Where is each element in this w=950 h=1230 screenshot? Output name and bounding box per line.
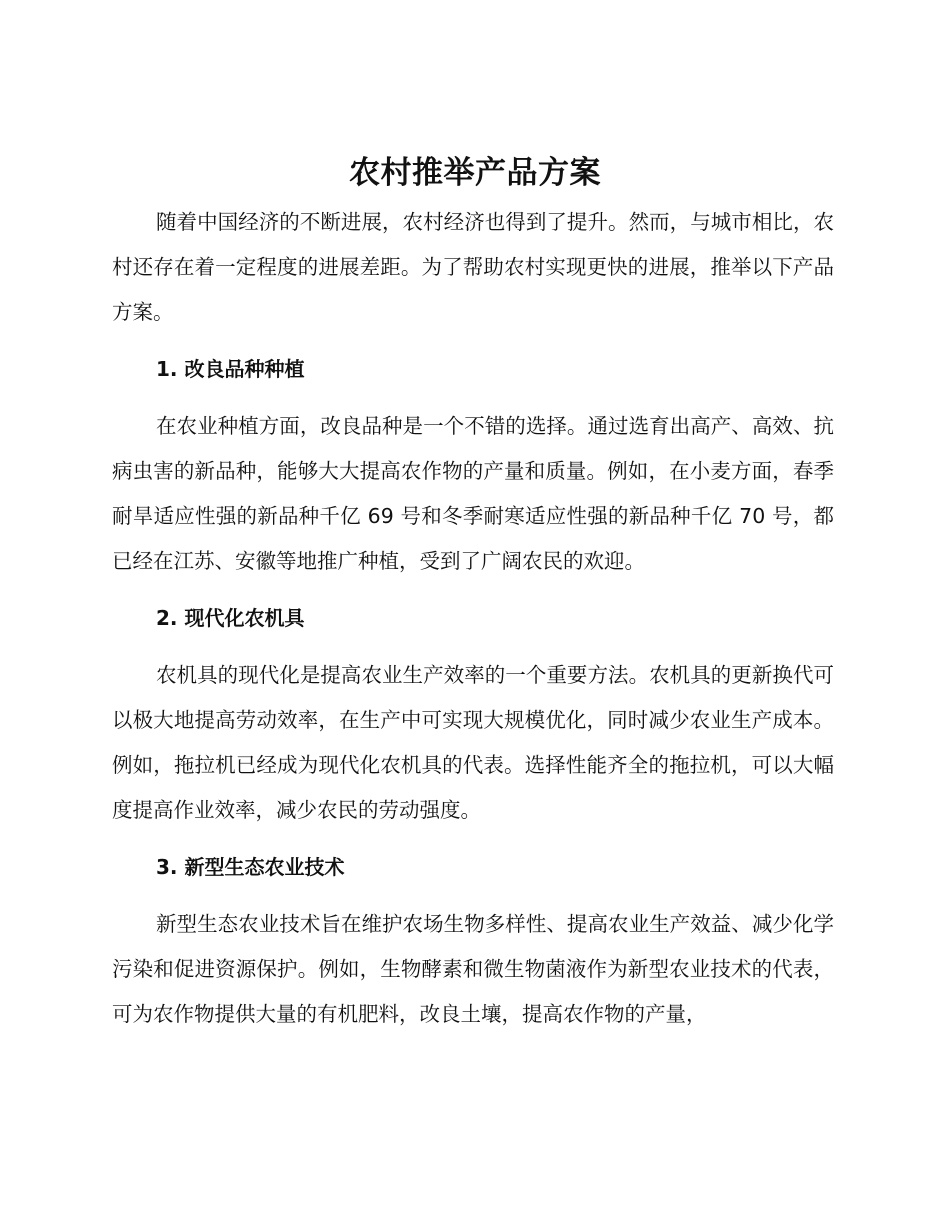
section-body-3: 新型生态农业技术旨在维护农场生物多样性、提高农业生产效益、减少化学污染和促进资源保护。例如，生物酵素和微生物菌液作为新型农业技术的代表，可为农作物提供大量的有机肥料，改良土壤，提高农作物的产量，	[112, 912, 834, 1026]
section-heading-2: 2. 现代化农机具	[156, 606, 305, 630]
section-body-2: 农机具的现代化是提高农业生产效率的一个重要方法。农机具的更新换代可以极大地提高劳动效率，在生产中可实现大规模优化，同时减少农业生产成本。例如，拖拉机已经成为现代化农机具的代表。选择性能齐全的拖拉机，可以大幅度提高作业效率，减少农民的劳动强度。	[112, 663, 834, 822]
section-heading-3: 3. 新型生态农业技术	[156, 855, 345, 879]
intro-paragraph: 随着中国经济的不断进展，农村经济也得到了提升。然而，与城市相比，农村还存在着一定程度的进展差距。为了帮助农村实现更快的进展，推举以下产品方案。	[112, 210, 834, 324]
section-heading-1: 1. 改良品种种植	[156, 357, 305, 381]
section-body-1: 在农业种植方面，改良品种是一个不错的选择。通过选育出高产、高效、抗病虫害的新品种，能够大大提高农作物的产量和质量。例如，在小麦方面，春季耐旱适应性强的新品种千亿 69 号和冬季耐寒适应性强的新品种千亿 70 号，都已经在江苏、安徽等地推广种植，受到了广阔农民的欢迎。	[112, 414, 834, 573]
document-title: 农村推举产品方案	[349, 155, 601, 191]
